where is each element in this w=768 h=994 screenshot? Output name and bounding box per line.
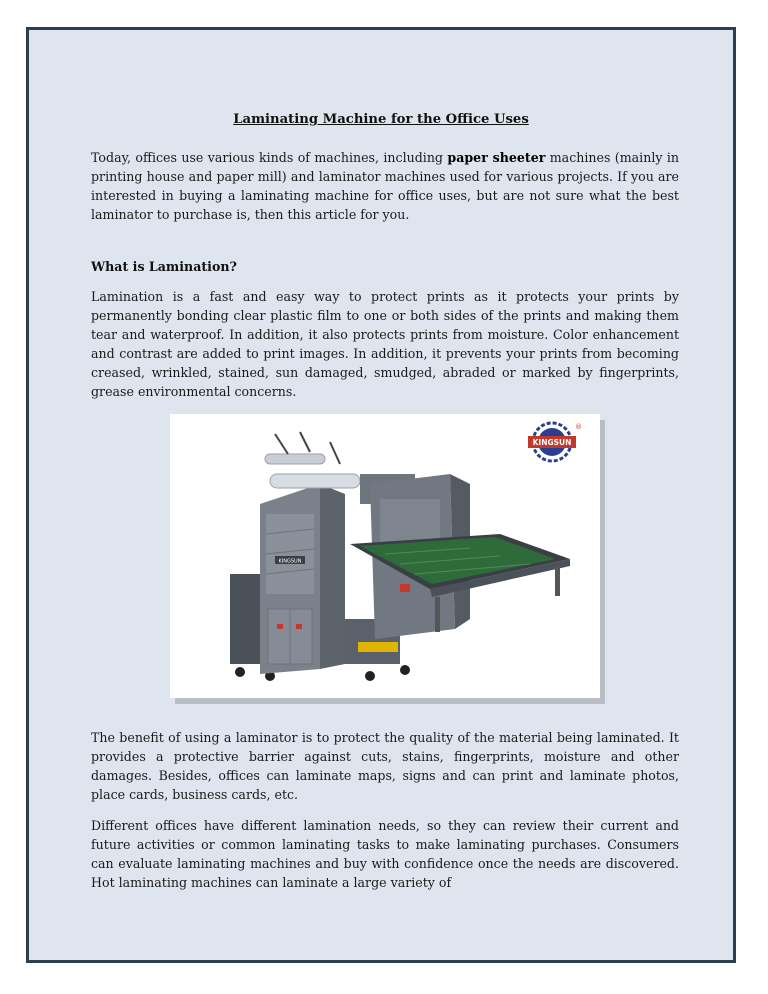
logo-text: KINGSUN (532, 438, 572, 447)
kingsun-logo (528, 423, 582, 461)
laminating-machine-image (170, 414, 600, 698)
machine-cabinet (260, 484, 345, 674)
intro-text-end: machines (mainly in printing house and paper mill) and laminator machines used for various projects. If you are interested in buying a laminating machine for office uses, but are not sure what the best laminator to purchase is, then this article for you. (91, 150, 679, 222)
registered-mark: ® (575, 423, 582, 431)
intro-paragraph (91, 148, 679, 224)
section-heading-what-is-lamination: What is Lamination? (91, 259, 237, 274)
document-title: Laminating Machine for the Office Uses (233, 112, 529, 127)
needs-paragraph: Different offices have different lamination needs, so they can review their current and future activities or common laminating tasks to make laminating purchases. Consumers can evaluate laminating machines and buy with confidence once the needs are discovered. Hot laminating machines can laminate a large variety of (91, 818, 679, 890)
page-frame (26, 27, 736, 963)
laminator-illustration (170, 414, 600, 698)
paper-sheeter-link-text: paper sheeter (447, 150, 546, 165)
benefit-paragraph: The benefit of using a laminator is to protect the quality of the material being laminated. It provides a protective barrier against cuts, stains, fingerprints, moisture and other damages. Besides, offices can laminate maps, signs and can print and laminate photos, place cards, business cards, etc. (91, 730, 679, 802)
machine-label: KINGSUN (278, 558, 302, 565)
lamination-paragraph: Lamination is a fast and easy way to protect prints as it protects your prints by permanently bonding clear plastic film to one or both sides of the prints and making them tear and waterproof. In addition, it also protects prints from moisture. Color enhancement and contrast are added to print images. In addition, it prevents your prints from becoming creased, wrinkled, stained, sun damaged, smudged, abraded or marked by fingerprints, grease environmental concerns. (91, 289, 679, 399)
intro-text-start: Today, offices use various kinds of machines, including (91, 150, 448, 165)
